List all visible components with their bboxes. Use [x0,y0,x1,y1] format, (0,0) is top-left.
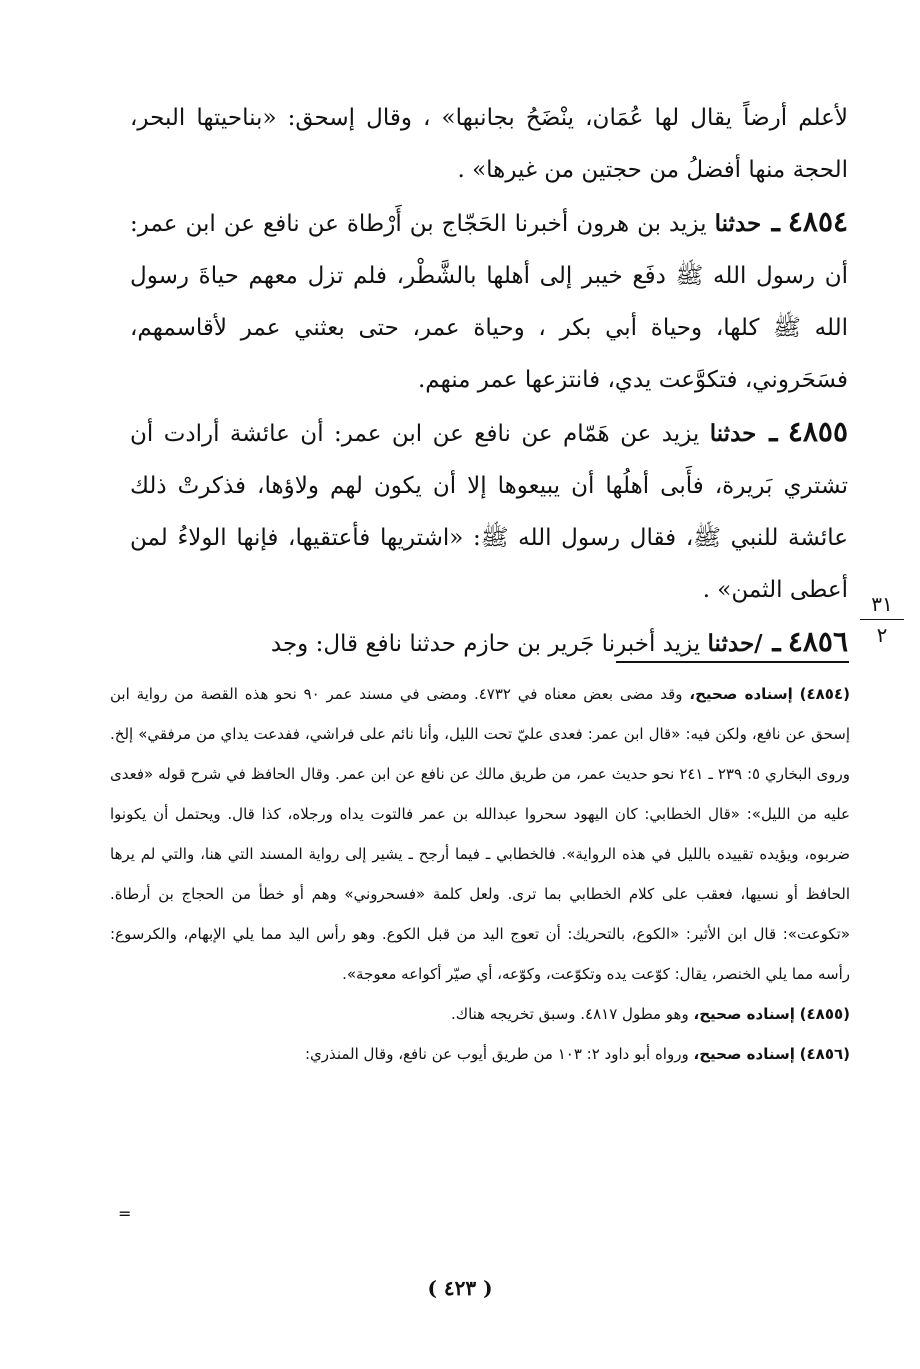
footnote-text: وهو مطول ٤٨١٧. وسبق تخريجه هناك. [450,1005,689,1023]
page-number: ( ٤٢٣ ) [427,1276,493,1300]
paragraph-text: لأعلم أرضاً يقال لها عُمَان، ينْضَحُ بجانبها» ، وقال إسحق: «بناحيتها البحر، الحجة منها أفضلُ من حجتين من غيرها» . [130,105,848,183]
footnote-grade: إسناده صحيح، [693,1045,795,1063]
footnote-4855 [110,994,850,1034]
main-text [130,92,848,670]
footnote-4854 [110,674,850,994]
margin-note-bottom: ٢ [876,623,888,647]
hadith-text: يزيد أخبرنا جَرير بن حازم حدثنا نافع قال: وجد [270,631,701,657]
footnote-grade: إسناده صحيح، [689,685,793,703]
hadith-text: يزيد بن هرون أخبرنا الحَجّاج بن أَرْطاة عن نافع عن ابن عمر: أن رسول الله ﷺ دفَع خيبر إلى أهلها بالشَّطْر، فلم تزل معهم حياةَ رسول الله ﷺ كلها، وحياة أبي بكر ، وحياة عمر، حتى بعثني عمر لأقاسمهم، فسَحَروني، فتكوَّعت يدي، فانتزعها عمر منهم. [130,211,848,393]
footnote-divider [616,661,849,663]
hadith-4854: ٤٨٥٤ ـ حدثنا يزيد بن هرون أخبرنا الحَجّاج بن أَرْطاة عن نافع عن ابن عمر: أن رسول الله ﷺ دفَع خيبر إلى أهلها بالشَّطْر، فلم تزل معهم حياةَ رسول الله ﷺ كلها، وحياة أبي بكر ، وحياة عمر، حتى بعثني عمر لأقاسمهم، فسَحَروني، فتكوَّعت يدي، فانتزعها عمر منهم. [130,205,849,393]
hadith-4856: ٤٨٥٦ ـ /حدثنا يزيد أخبرنا جَرير بن حازم حدثنا نافع قال: وجد [270,625,848,658]
hadith-number: ٤٨٥٤ [787,205,849,238]
hadith-number: ٤٨٥٦ [787,625,848,658]
continued-mark: = [118,1204,132,1223]
footnotes [110,674,850,1074]
hadith-keyword: حدثنا [714,210,762,237]
margin-note-top: ٣١ [871,592,893,616]
footnote-grade: إسناده صحيح، [693,1005,795,1023]
paragraph-continuation [130,92,848,196]
hadith-4855: ٤٨٥٥ ـ حدثنا يزيد عن هَمّام عن نافع عن ابن عمر: أن عائشة أرادت أن تشتري بَريرة، فأَبى أهلُها أن يبيعوها إلا أن يكون لهم ولاؤها، فذكرتْ ذلك عائشة للنبي ﷺ، فقال رسول الله ﷺ: «اشتريها فأعتقيها، فإنها الولاءُ لمن أعطى الثمن» . [130,415,848,603]
hadith-number: ٤٨٥٥ [787,415,848,448]
footnote-label: (٤٨٥٤) [799,685,850,703]
footnote-4856 [110,1034,850,1074]
hadith-keyword: حدثنا [709,420,757,447]
hadith-keyword: /حدثنا [707,630,763,657]
margin-note-divider [860,619,904,620]
footnote-text: وقد مضى بعض معناه في ٤٧٣٢. ومضى في مسند عمر ٩٠ نحو هذه القصة من رواية ابن إسحق عن نافع، ولكن فيه: «قال ابن عمر: فعدى عليّ تحت الليل، وأنا نائم على فراشي، ففدعت يداي من مرفقي» إلخ. وروى البخاري ٥: ٢٣٩ ـ ٢٤١ نحو حديث عمر، من طريق مالك عن نافع عن ابن عمر. وقال الحافظ في شرح قوله «فعدى عليه من الليل»: «قال الخطابي: كان اليهود سحروا عبدالله بن عمر فالتوت يداه ورجلاه، كذا قال. ويحتمل أن يكونوا ضربوه، ويؤيده تقييده بالليل في هذه الرواية». فالخطابي ـ فيما أرجح ـ يشير إلى رواية المسند التي هنا، والتي لم يرها الحافظ أو نسيها، فعقب على كلام الخطابي بما ترى. ولعل كلمة «فسحروني» وهم أو خطأ من الحجاج بن أرطاة. «تكوعت»: قال ابن الأثير: «الكوع، بالتحريك: أن تعوج اليد من قبل الكوع. وهو رأس اليد مما يلي الإبهام، والكرسوع: رأسه مما يلي الخنصر، يقال: كوّعت يده وتكوّعت، وكوّعه، أي صيّر أكواعه معوجة». [110,685,851,983]
footnote-label: (٤٨٥٥) [799,1005,850,1023]
hadith-text: يزيد عن هَمّام عن نافع عن ابن عمر: أن عائشة أرادت أن تشتري بَريرة، فأَبى أهلُها أن يبيعوها إلا أن يكون لهم ولاؤها، فذكرتْ ذلك عائشة للنبي ﷺ، فقال رسول الله ﷺ: «اشتريها فأعتقيها، فإنها الولاءُ لمن أعطى الثمن» . [130,421,848,603]
footnote-label: (٤٨٥٦) [799,1045,850,1063]
footnote-text: ورواه أبو داود ٢: ١٠٣ من طريق أيوب عن نافع، وقال المنذري: [304,1045,689,1063]
margin-volume-page-note [858,592,906,647]
